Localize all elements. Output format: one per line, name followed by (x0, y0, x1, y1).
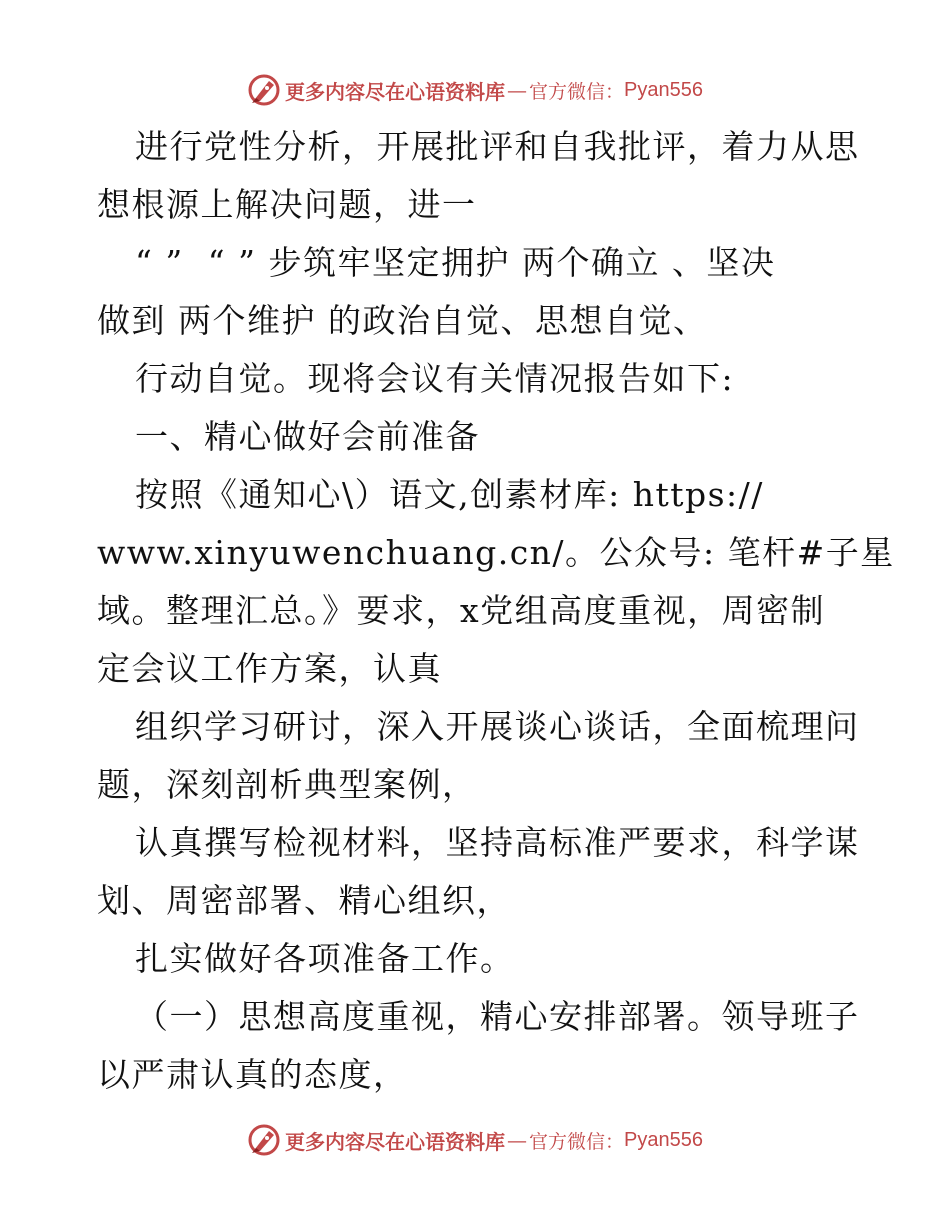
pen-nib-logo-icon (247, 1123, 281, 1157)
text-line: 以严肃认真的态度， (97, 1055, 408, 1094)
banner-sub-text: 官方微信： (529, 80, 625, 103)
banner-sub-text: 官方微信： (529, 1130, 625, 1153)
text-line: 域。整理汇总。》要求，x党组高度重视，周密制 (97, 591, 826, 630)
text-line: 定会议工作方案，认真 (97, 649, 442, 688)
text-line: 按照《通知心\）语文,创素材库: https:// (135, 475, 764, 514)
banner-main-text: 更多内容尽在心语资料库 (285, 79, 505, 104)
text-line: 划、周密部署、精心组织， (97, 881, 511, 920)
text-line: 做到 两个维护 的政治自觉、思想自觉、 (97, 301, 708, 340)
pen-nib-logo-icon (247, 73, 281, 107)
banner-wechat-id: Pyan556 (624, 78, 703, 101)
banner-dash: — (507, 1128, 527, 1152)
banner-main-text: 更多内容尽在心语资料库 (285, 1129, 505, 1154)
text-line: 想根源上解决问题，进一 (97, 185, 477, 224)
quote-marks: “ ” “ ” (135, 243, 257, 282)
footer-banner (0, 1118, 950, 1162)
text-line: 题，深刻剖析典型案例， (97, 765, 477, 804)
text-line: www.xinyuwenchuang.cn/。公众号: 笔杆#子星 (97, 533, 895, 572)
text-line: 组织学习研讨，深入开展谈心谈话，全面梳理问 (135, 707, 860, 746)
banner-dash: — (507, 78, 527, 102)
document-body (97, 118, 895, 1104)
section-heading: 一、精心做好会前准备 (135, 417, 480, 456)
banner-wechat-id: Pyan556 (624, 1128, 703, 1151)
text-line: 扎实做好各项准备工作。 (135, 939, 515, 978)
subsection-heading: （一）思想高度重视，精心安排部署。领导班子 (135, 997, 860, 1036)
text-line: 进行党性分析，开展批评和自我批评，着力从思 (135, 127, 860, 166)
header-banner (0, 68, 950, 112)
text-line: “ ” “ ” 步筑牢坚定拥护 两个确立 、坚决 (135, 243, 776, 282)
text-line: 行动自觉。现将会议有关情况报告如下: (135, 359, 735, 398)
text-line: 认真撰写检视材料，坚持高标准严要求，科学谋 (135, 823, 860, 862)
